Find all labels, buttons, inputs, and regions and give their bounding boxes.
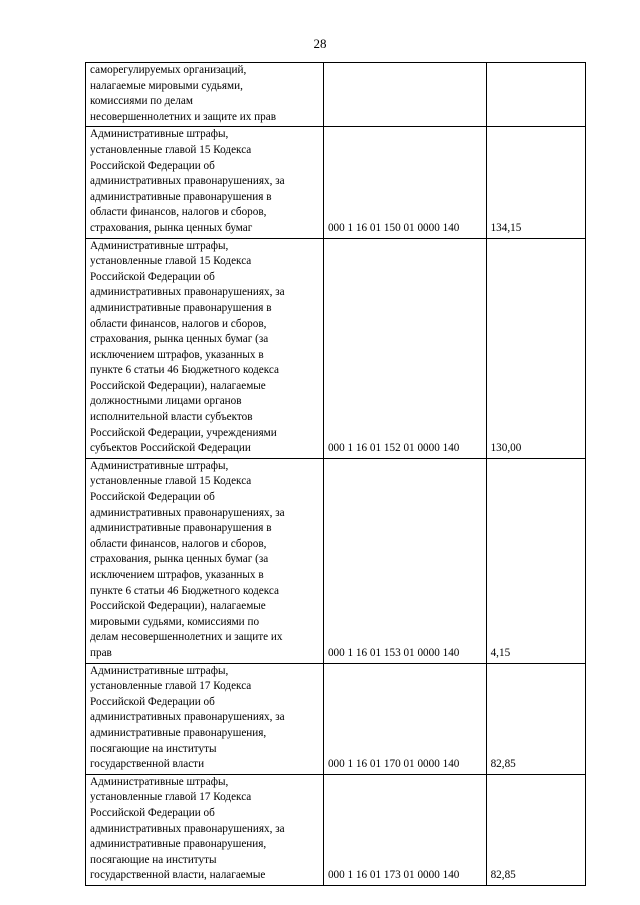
budget-table <box>85 62 586 886</box>
cell-amount: 134,15 <box>486 127 585 238</box>
cell-description <box>86 127 324 238</box>
cell-code <box>323 63 486 127</box>
page-number: 28 <box>313 36 327 51</box>
cell-code: 000 1 16 01 173 01 0000 140 <box>323 774 486 885</box>
table-row <box>86 663 586 774</box>
cell-description <box>86 663 324 774</box>
cell-description <box>86 458 324 663</box>
cell-amount: 82,85 <box>486 774 585 885</box>
cell-amount: 82,85 <box>486 663 585 774</box>
table-row <box>86 63 586 127</box>
cell-description <box>86 238 324 458</box>
cell-amount <box>486 63 585 127</box>
cell-code: 000 1 16 01 152 01 0000 140 <box>323 238 486 458</box>
table-row <box>86 458 586 663</box>
cell-description <box>86 63 324 127</box>
table-row <box>86 238 586 458</box>
description-text: Административные штрафы, установленные главой 17 Кодекса Российской Федерации об административных правонарушениях, за административные правонарушения, посягающие на институты государственной власти <box>90 664 285 771</box>
cell-code: 000 1 16 01 170 01 0000 140 <box>323 663 486 774</box>
description-text: саморегулируемых организаций, налагаемые мировыми судьями, комиссиями по делам несовершеннолетних и защите их прав <box>90 64 276 123</box>
description-text: Административные штрафы, установленные главой 17 Кодекса Российской Федерации об административных правонарушениях, за административные правонарушения, посягающие на институты государственной власти, налагаемые <box>90 775 285 882</box>
description-text: Административные штрафы, установленные главой 15 Кодекса Российской Федерации об административных правонарушениях, за административные правонарушения в области финансов, налогов и сборов, страхования, рынка ценных бумаг <box>90 128 285 234</box>
description-text: Административные штрафы, установленные главой 15 Кодекса Российской Федерации об административных правонарушениях, за административные правонарушения в области финансов, налогов и сборов, страхования, рынка ценных бумаг (за исключением штрафов, указанных в пункте 6 статьи 46 Бюджетного кодекса Российской Федерации), налагаемые мировыми судьями, комиссиями по делам несовершеннолетних и защите их прав <box>90 459 285 659</box>
cell-amount: 4,15 <box>486 458 585 663</box>
cell-description <box>86 774 324 885</box>
budget-table-body <box>86 63 586 886</box>
cell-amount: 130,00 <box>486 238 585 458</box>
cell-code: 000 1 16 01 153 01 0000 140 <box>323 458 486 663</box>
table-row <box>86 127 586 238</box>
cell-code: 000 1 16 01 150 01 0000 140 <box>323 127 486 238</box>
table-row <box>86 774 586 885</box>
description-text: Административные штрафы, установленные главой 15 Кодекса Российской Федерации об административных правонарушениях, за административные правонарушения в области финансов, налогов и сборов, страхования, рынка ценных бумаг (за исключением штрафов, указанных в пункте 6 статьи 46 Бюджетного кодекса Российской Федерации), налагаемые должностными лицами органов исполнительной власти субъектов Российской Федерации, учреждениями субъектов Российской Федерации <box>90 239 285 455</box>
